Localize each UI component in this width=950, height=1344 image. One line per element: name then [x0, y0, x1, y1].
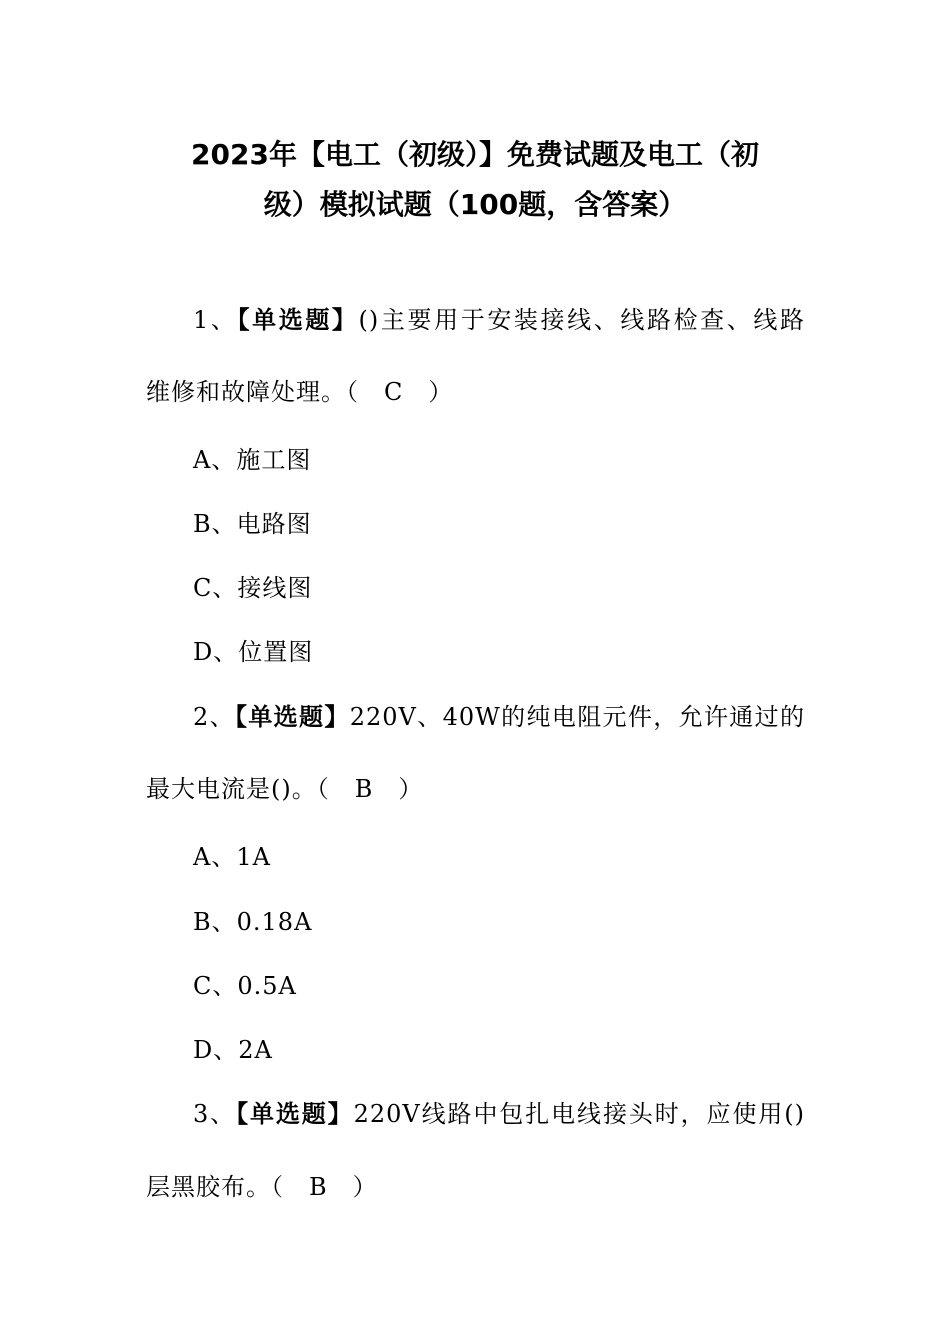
- question-3-text: 220V线路中包扎电线接头时，应使用(): [353, 1100, 805, 1128]
- question-2-second-line: 最大电流是()。（ B ）: [146, 775, 424, 803]
- question-2-text: 220V、40W的纯电阻元件，允许通过的: [349, 703, 806, 731]
- question-1-option-c: C、接线图: [193, 574, 313, 602]
- question-3-first-line: [193, 1097, 805, 1131]
- question-3-type-tag: 【单选题】: [236, 1099, 354, 1128]
- question-1-type-tag: 【单选题】: [237, 305, 359, 334]
- question-2-option-d: D、2A: [193, 1036, 273, 1064]
- question-3-number: 3、: [193, 1100, 237, 1128]
- question-2-option-c: C、0.5A: [193, 972, 297, 1000]
- question-3-second-line: 层黑胶布。（ B ）: [146, 1173, 378, 1201]
- question-1-text: ()主要用于安装接线、线路检查、线路: [358, 306, 806, 334]
- question-2-first-line: [193, 700, 805, 734]
- question-2-option-b: B、0.18A: [193, 908, 313, 936]
- question-1-option-b: B、电路图: [193, 510, 312, 538]
- question-2-option-a: A、1A: [193, 843, 271, 871]
- document-title-line-2: 级）模拟试题（100题，含答案）: [263, 188, 687, 221]
- question-1-number: 1、: [193, 306, 238, 334]
- question-1-option-d: D、位置图: [193, 638, 314, 666]
- question-1-first-line: [193, 303, 805, 337]
- question-1-option-a: A、施工图: [193, 446, 312, 474]
- document-title-line-1: 2023年【电工（初级）】免费试题及电工（初: [191, 138, 759, 171]
- question-1-second-line: 维修和故障处理。（ C ）: [146, 378, 454, 406]
- question-2-number: 2、: [193, 703, 235, 731]
- question-2-type-tag: 【单选题】: [234, 702, 350, 731]
